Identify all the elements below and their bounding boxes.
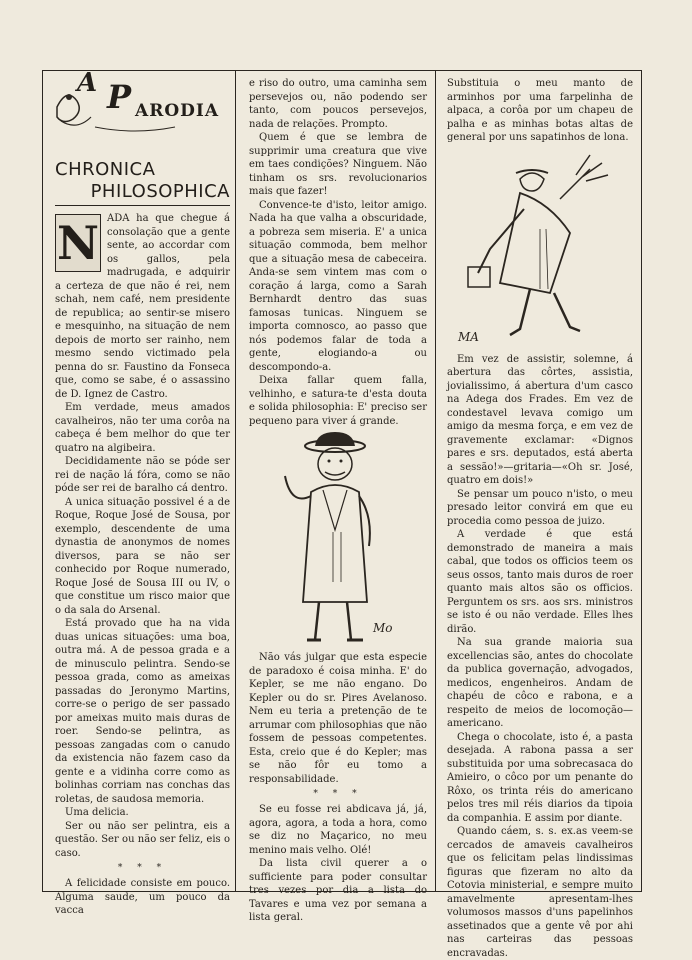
paragraph: Está provado que ha na vida duas unicas situações: uma boa, outra má. A de pessoa grada e a de minusculo pelintra. Sendo-se pessoa grada, como as ameixas passadas do Jeronymo Martins, corre-se o perigo de ser passado por ameixas muito mais duras de roer. Sendo-se pelintra, as pessoas zangadas com o canudo da existencia não fazem caso da gente e a vidinha corre como as bolinhas corriam nas conchas das roletas, de saudosa memoria. bbox=[55, 618, 230, 805]
paragraph: Quando cáem, s. s. ex.as veem-se cercados de amaveis cavalheiros que os felicitam pelas lindissimas figuras que fizeram no alto da Cotovia ministerial, e sempre muito amavelmente apresentam-lhes volumosos massos d'uns papelinhos assetinados que a gente vê por ahi nas carteiras das pessoas encravadas. bbox=[447, 826, 633, 959]
paragraph: Em verdade, meus amados cavalheiros, não ter uma corôa na cabeça é bem melhor do que ter quatro na algibeira. bbox=[55, 402, 230, 454]
masthead-letter-p: P bbox=[107, 78, 132, 116]
masthead-letter-a: A bbox=[77, 68, 98, 98]
masthead-title: ARODIA bbox=[135, 101, 220, 121]
page-frame bbox=[42, 68, 642, 959]
masthead-logo bbox=[55, 68, 230, 137]
paragraph: Deixa fallar quem falla, velhinho, e satura-te d'esta douta e solida philosophia: E' preciso ser pequeno para viver á grande. bbox=[249, 375, 427, 427]
paragraph: Ser ou não ser pelintra, eis a questão. Ser ou não ser feliz, eis o caso. bbox=[55, 820, 230, 859]
section-stars: * * * bbox=[313, 789, 363, 799]
illustration-signature: Mo bbox=[373, 621, 393, 635]
paragraph: Não vás julgar que esta especie de paradoxo é coisa minha. E' do Kepler, se me não engano. Do Kepler ou do sr. Pires Avelanoso. Nem eu teria a pretenção de te arrumar com philosophias que não fossem de pessoas competentes. Esta, creio que é do Kepler; mas se não fôr eu tomo a responsabilidade. bbox=[249, 652, 427, 785]
column-rule bbox=[435, 71, 436, 891]
heading-line-2: PHILOSOPHICA bbox=[90, 181, 230, 202]
paragraph: A felicidade consiste em pouco. Alguma saude, um pouco da vacca bbox=[55, 878, 230, 916]
paragraph: Da lista civil querer a o sufficiente para poder consultar tres vezes por dia a lista do Tavares e uma vez por semana a lista geral. bbox=[249, 858, 427, 923]
section-stars: * * * bbox=[117, 863, 168, 873]
column-rule bbox=[235, 71, 236, 891]
paragraph: Se eu fosse rei abdicava já, já, agora, agora, a toda a hora, como se diz no Maçarico, no meu menino mais velho. Olé! bbox=[249, 804, 427, 856]
paragraph: A verdade é que está demonstrado de maneira a mais cabal, que todos os officios teem os seus ossos, tanto mais duros de roer quanto mais altos são os officios. Perguntem os srs. aos srs. ministros se isto é ou não verdade. Elles lhes dirão. bbox=[447, 529, 633, 635]
paragraph: Decididamente não se póde ser rei de nação lá fóra, como se não póde ser rei de baralho cá dentro. bbox=[55, 456, 230, 494]
paragraph: Convence-te d'isto, leitor amigo. Nada ha que valha a obscuridade, a pobreza sem miseria. E' a unica situação commoda, bem melhor que a situação mesa de cabeceira. Anda-se sem vintem mas com o coração á larga, como a Sarah Bernhardt dentro das suas famosas tunicas. Ninguem se importa comnosco, ao passo que nós podemos falar de toda a gente, elogiando-a ou descompondo-a. bbox=[249, 199, 427, 373]
drop-cap: N bbox=[56, 216, 100, 270]
paragraph: e riso do outro, uma caminha sem persevejos ou, não podendo ser tanto, com poucos persevejos, nada de relações. Prompto. bbox=[249, 78, 427, 130]
paragraph: Quem é que se lembra de supprimir uma creatura que vive em taes condições? Ninguem. Não tinham os srs. revolucionarios mais que fazer! bbox=[249, 132, 427, 197]
column-3 bbox=[447, 77, 633, 959]
paragraph: Substituia o meu manto de arminhos por uma farpelinha de alpaca, a corôa por um chapeu de palha e as minhas botas altas de general por uns sapatinhos de lona. bbox=[447, 78, 633, 143]
heading-rule bbox=[55, 205, 230, 206]
running-man-illustration bbox=[450, 149, 630, 349]
paragraph: Na sua grande maioria sua excellencias são, antes do chocolate da publica governação, advogados, medicos, engenheiros. Andam de chapéu de côco e rabona, e a respeito de meios de locomoção—americano. bbox=[447, 637, 633, 729]
paragraph: ADA ha que chegue á consolação que a gente sente, ao accordar com os gallos, pela madrugada, e adquirir a certeza de que não é rei, nem schah, nem café, nem presidente de republica; ao sentir-se misero e mesquinho, na situação de nem depois de morto ser rainho, nem mesmo sendo victimado pela penna do sr. Faustino da Fonseca que, como se sabe, é o assassino de D. Ignez de Castro. bbox=[55, 213, 230, 400]
column-1 bbox=[55, 68, 230, 916]
paragraph: A unica situação possivel é a de Roque, Roque José de Sousa, por exemplo, descendente de uma dynastia de anonymos de nomes diversos, para se não ser conhecido por Roque numerado, Roque José de Sousa III ou IV, o que constitue um risco maior que o da sala do Arsenal. bbox=[55, 496, 230, 616]
paragraph: Chega o chocolate, isto é, a pasta desejada. A rabona passa a ser substituida por uma sobrecasaca do Amieiro, o côco por um penante do Rôxo, os trinta réis do americano pelos tres mil réis diarios da tipoia da companhia. E assim por diante. bbox=[447, 731, 633, 824]
man-with-hat-illustration bbox=[273, 432, 403, 647]
paragraph: Uma delicia. bbox=[65, 807, 129, 818]
column-2 bbox=[249, 77, 427, 923]
heading-line-1: CHRONICA bbox=[55, 159, 156, 180]
paragraph: Em vez de assistir, solemne, á abertura das côrtes, assistia, jovialissimo, á abertura d'um casco na Adega dos Frades. Em vez de condestavel levava comigo um amigo da mesma força, e em vez de gravemente exclamar: «Dignos pares e srs. deputados, está aberta a sessão!»—gritaria—«Oh sr. José, quatro em dois!» bbox=[447, 353, 633, 486]
paragraph: Se pensar um pouco n'isto, o meu presado leitor convirá em que eu procedia como pessoa de juizo. bbox=[447, 488, 633, 527]
illustration-signature: MA bbox=[458, 329, 479, 344]
